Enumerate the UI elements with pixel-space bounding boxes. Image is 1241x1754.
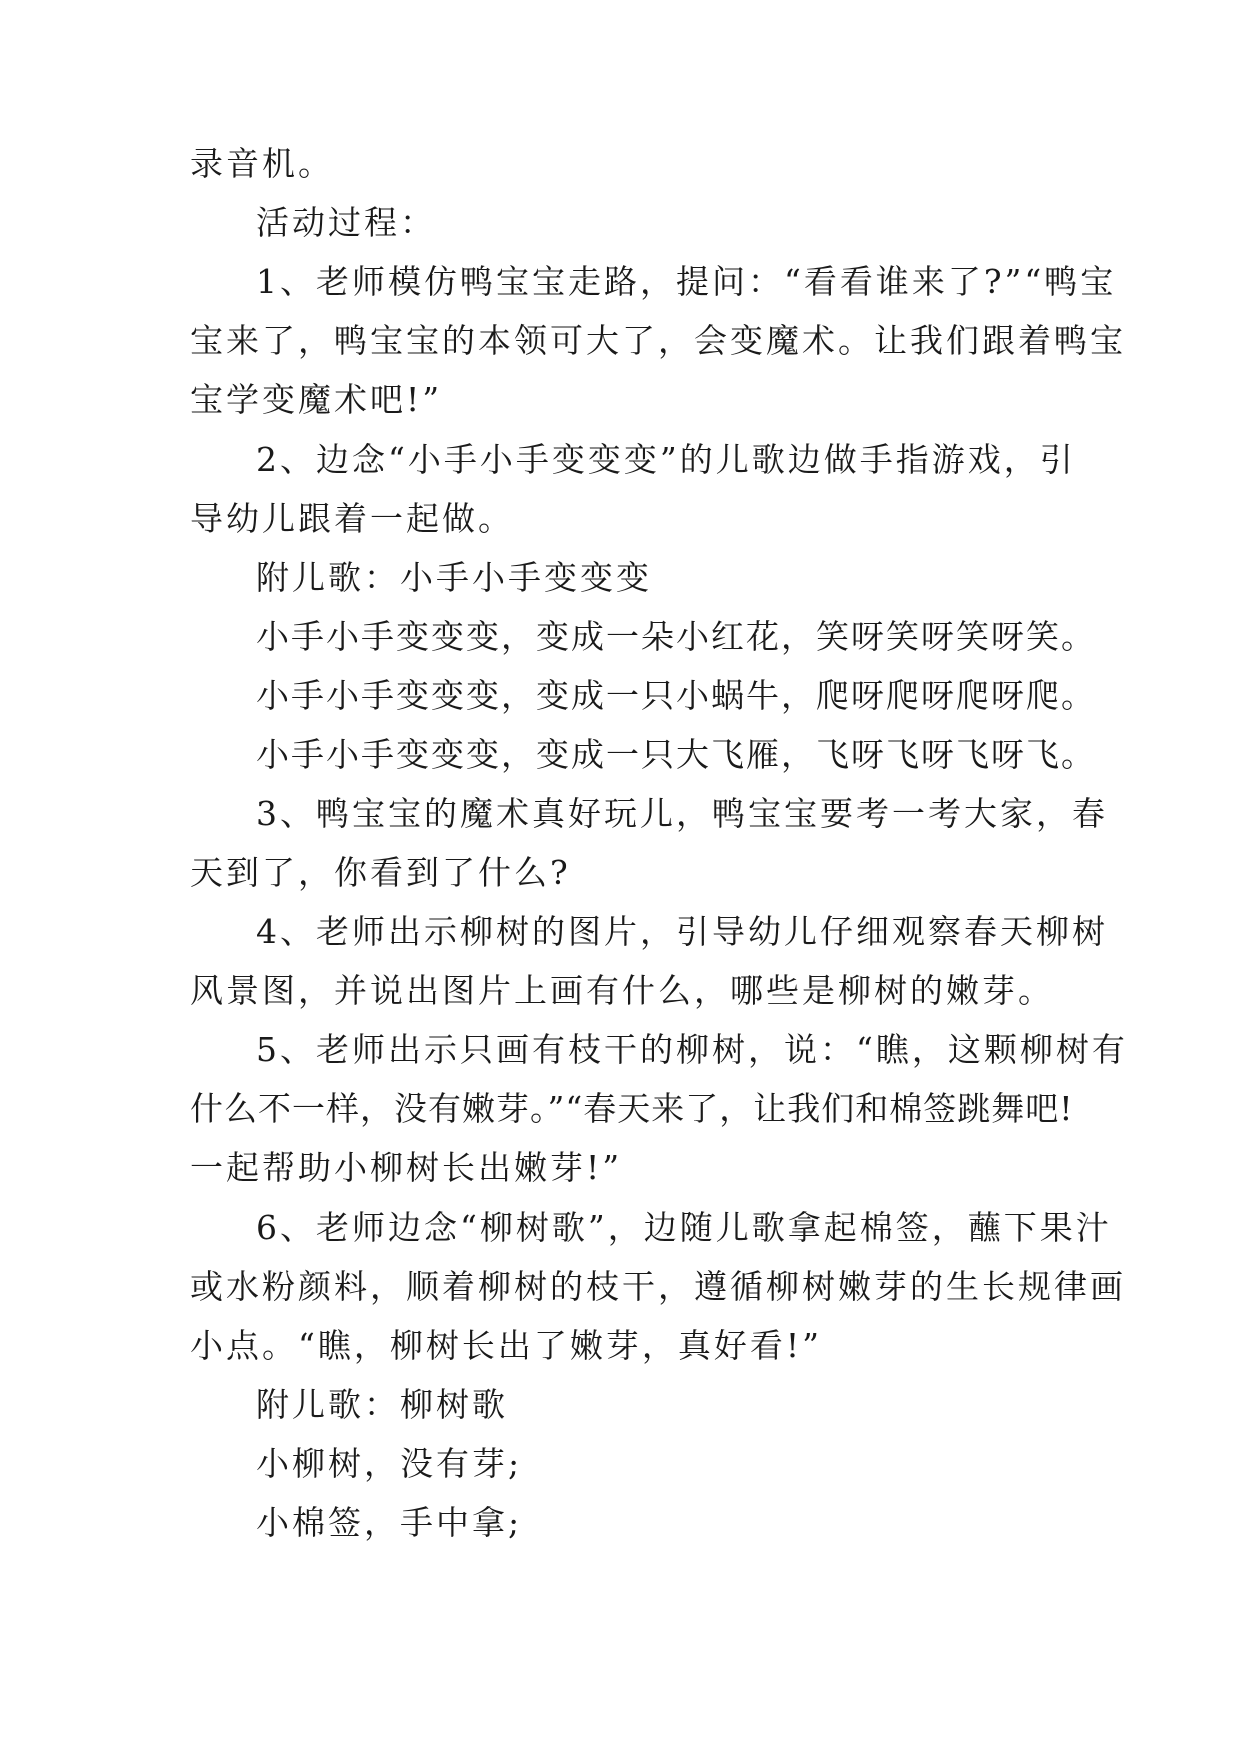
text-line: 天到了，你看到了什么? (190, 853, 571, 892)
text-line: 附儿歌：柳树歌 (256, 1385, 508, 1424)
text-line: 附儿歌：小手小手变变变 (256, 558, 652, 597)
text-line: 小点。“瞧，柳树长出了嫩芽，真好看!” (190, 1326, 823, 1365)
text-line: 宝学变魔术吧!” (190, 380, 443, 419)
text-line: 一起帮助小柳树长出嫩芽!” (190, 1148, 623, 1187)
text-line: 小柳树，没有芽; (256, 1444, 523, 1483)
text-line: 风景图，并说出图片上画有什么，哪些是柳树的嫩芽。 (190, 971, 1054, 1010)
text-line: 小手小手变变变，变成一只大飞雁，飞呀飞呀飞呀飞。 (256, 735, 1096, 774)
text-line: 什么不一样，没有嫩芽。”“春天来了，让我们和棉签跳舞吧! (190, 1089, 1074, 1128)
text-line: 活动过程： (256, 203, 436, 242)
text-line: 5、老师出示只画有枝干的柳树，说：“瞧，这颗柳树有 (256, 1030, 1128, 1069)
text-line: 小手小手变变变，变成一朵小红花，笑呀笑呀笑呀笑。 (256, 617, 1096, 656)
text-line: 6、老师边念“柳树歌”，边随儿歌拿起棉签，蘸下果汁 (256, 1208, 1112, 1247)
text-line: 录音机。 (190, 144, 334, 183)
text-line: 导幼儿跟着一起做。 (190, 499, 514, 538)
text-line: 宝来了，鸭宝宝的本领可大了，会变魔术。让我们跟着鸭宝 (190, 321, 1126, 360)
text-line: 小手小手变变变，变成一只小蜗牛，爬呀爬呀爬呀爬。 (256, 676, 1096, 715)
text-line: 1、老师模仿鸭宝宝走路，提问：“看看谁来了?”“鸭宝 (256, 262, 1117, 301)
text-line: 或水粉颜料，顺着柳树的枝干，遵循柳树嫩芽的生长规律画 (190, 1267, 1126, 1306)
text-line: 3、鸭宝宝的魔术真好玩儿，鸭宝宝要考一考大家，春 (256, 794, 1108, 833)
text-line: 4、老师出示柳树的图片，引导幼儿仔细观察春天柳树 (256, 912, 1108, 951)
text-line: 2、边念“小手小手变变变”的儿歌边做手指游戏，引 (256, 440, 1076, 479)
text-line: 小棉签，手中拿; (256, 1503, 523, 1542)
